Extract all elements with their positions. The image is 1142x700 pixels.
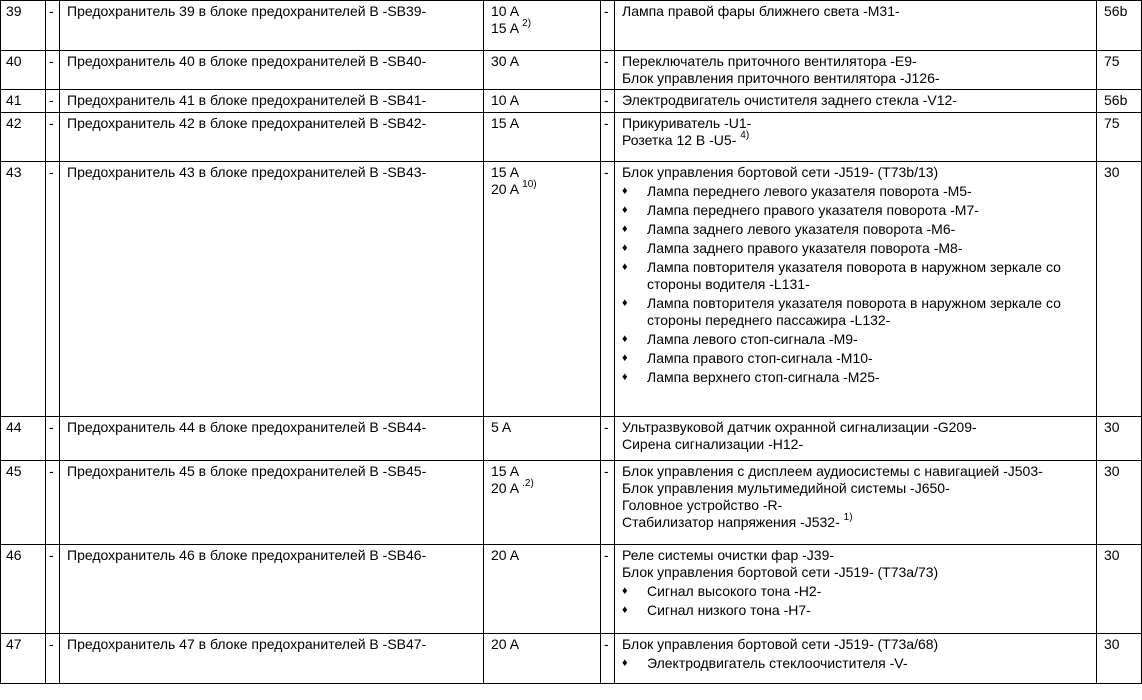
fuse-number-cell [1,90,46,113]
fuse-name-cell [60,417,484,461]
dash-cell [601,417,615,461]
terminal-cell [1097,1,1142,51]
dash-cell [601,90,615,113]
bullet-item [622,295,1091,329]
amperage-line [491,164,595,181]
fuse-name: Предохранитель 45 в блоке предохранителей B -SB45- [67,463,427,479]
terminal-value: 30 [1104,419,1120,435]
consumer-cell [615,1,1097,51]
consumer-line [622,514,1091,531]
dash-cell [601,461,615,545]
dash: - [604,547,609,563]
bullet-text: Лампа заднего левого указателя поворота -M6- [647,221,956,237]
dash: - [604,3,609,19]
dash: - [604,92,609,108]
fuse-number: 47 [6,636,22,652]
fuse-number: 40 [6,53,22,69]
consumer-name: Стабилизатор напряжения -J532- [622,514,840,530]
consumer-name: Блок управления с дисплеем аудиосистемы с навигацией -J503- [622,463,1043,479]
dash: - [49,92,54,108]
dash-cell [46,461,60,545]
terminal-cell [1097,634,1142,684]
diamond-bullet-icon: ♦ [622,352,628,364]
fuse-name: Предохранитель 46 в блоке предохранителей B -SB46- [67,547,427,563]
consumer-cell [615,51,1097,90]
fuse-number: 42 [6,115,22,131]
bullet-text: Лампа переднего левого указателя поворота -M5- [647,183,972,199]
amperage-value: 15 A [491,164,520,180]
bullet-text: Сигнал низкого тона -H7- [647,602,811,618]
consumer-cell [615,417,1097,461]
amperage-value: 15 A [491,115,520,131]
consumer-cell [615,634,1097,684]
fuse-name: Предохранитель 44 в блоке предохранителей B -SB44- [67,419,427,435]
terminal-value: 30 [1104,164,1120,180]
dash: - [604,53,609,69]
consumer-line [622,70,1091,87]
bullet-text: Электродвигатель стеклоочистителя -V- [647,655,908,671]
amperage-line [491,547,595,564]
footnote-mark: .2) [522,478,534,490]
amperage-cell [484,545,601,634]
fuse-name-cell [60,545,484,634]
fuse-name-cell [60,113,484,162]
consumer-line [622,547,1091,564]
dash: - [49,419,54,435]
consumer-name: Блок управления бортовой сети -J519- (T73b/13) [622,164,939,180]
amperage-line [491,53,595,70]
dash-cell [46,545,60,634]
dash: - [604,636,609,652]
consumer-cell [615,162,1097,417]
amperage-value: 5 A [491,419,512,435]
amperage-line [491,636,595,653]
dash-cell [46,51,60,90]
fuse-number-cell [1,634,46,684]
amperage-line [491,463,595,480]
consumer-line [622,463,1091,480]
amperage-line [491,3,595,20]
consumer-line [622,132,1091,149]
bullet-item [622,221,1091,238]
dash: - [49,164,54,180]
diamond-bullet-icon: ♦ [622,242,628,254]
fuse-name: Предохранитель 42 в блоке предохранителей B -SB42- [67,115,427,131]
diamond-bullet-icon: ♦ [622,371,628,383]
dash-cell [601,113,615,162]
dash-cell [601,1,615,51]
amperage-cell [484,634,601,684]
amperage-cell [484,51,601,90]
consumer-line [622,497,1091,514]
amperage-value: 30 A [491,53,520,69]
consumer-name: Переключатель приточного вентилятора -E9- [622,53,917,69]
consumer-name: Головное устройство -R- [622,497,783,513]
dash-cell [46,1,60,51]
fuse-name-cell [60,634,484,684]
table-row [1,113,1142,162]
terminal-cell [1097,162,1142,417]
terminal-cell [1097,113,1142,162]
amperage-line [491,92,595,109]
diamond-bullet-icon: ♦ [622,585,628,597]
consumer-name: Реле системы очистки фар -J39- [622,547,835,563]
bullet-item [622,183,1091,200]
consumer-name: Ультразвуковой датчик охранной сигнализации -G209- [622,419,977,435]
diamond-bullet-icon: ♦ [622,261,628,273]
diamond-bullet-icon: ♦ [622,657,628,669]
fuse-number-cell [1,461,46,545]
dash-cell [46,634,60,684]
fuse-number: 46 [6,547,22,563]
fuse-number-cell [1,417,46,461]
consumer-line [622,436,1091,453]
footnote-mark: 4) [740,130,750,142]
amperage-cell [484,1,601,51]
fuse-number: 43 [6,164,22,180]
amperage-cell [484,461,601,545]
consumer-line [622,115,1091,132]
dash-cell [46,417,60,461]
dash: - [604,115,609,131]
diamond-bullet-icon: ♦ [622,223,628,235]
amperage-line [491,20,595,37]
fuse-name: Предохранитель 39 в блоке предохранителей B -SB39- [67,3,427,19]
dash: - [49,547,54,563]
amperage-value: 15 A [491,463,520,479]
amperage-cell [484,162,601,417]
bullet-item [622,331,1091,348]
consumer-line [622,480,1091,497]
footnote-mark: 1) [843,512,853,524]
dash: - [49,636,54,652]
consumer-line [622,564,1091,581]
dash-cell [601,162,615,417]
fuse-number-cell [1,113,46,162]
terminal-value: 30 [1104,547,1120,563]
dash-cell [46,113,60,162]
terminal-cell [1097,90,1142,113]
diamond-bullet-icon: ♦ [622,185,628,197]
amperage-value: 15 A [491,20,519,36]
bullet-text: Сигнал высокого тона -H2- [647,583,822,599]
amperage-cell [484,90,601,113]
terminal-value: 56b [1104,3,1128,19]
bullet-item [622,602,1091,619]
terminal-cell [1097,417,1142,461]
dash: - [49,115,54,131]
bullet-text: Лампа заднего правого указателя поворота -M8- [647,240,963,256]
dash: - [49,3,54,19]
bullet-item [622,583,1091,600]
amperage-value: 10 A [491,92,520,108]
table-row [1,1,1142,51]
fuse-name: Предохранитель 43 в блоке предохранителей B -SB43- [67,164,427,180]
consumer-name: Сирена сигнализации -H12- [622,436,804,452]
fuse-number-cell [1,51,46,90]
fuse-name: Предохранитель 40 в блоке предохранителей B -SB40- [67,53,427,69]
dash: - [604,164,609,180]
consumer-name: Лампа правой фары ближнего света -M31- [622,3,900,19]
dash: - [604,419,609,435]
bullet-text: Лампа повторителя указателя поворота в наружном зеркале со стороны водителя -L131- [647,259,1061,292]
table-row [1,417,1142,461]
diamond-bullet-icon: ♦ [622,297,628,309]
diamond-bullet-icon: ♦ [622,204,628,216]
bullet-text: Лампа правого стоп-сигнала -M10- [647,350,873,366]
terminal-value: 30 [1104,636,1120,652]
bullet-text: Лампа левого стоп-сигнала -M9- [647,331,858,347]
bullet-item [622,369,1091,386]
consumer-line [622,419,1091,436]
fuse-name-cell [60,162,484,417]
amperage-line [491,115,595,132]
consumer-cell [615,113,1097,162]
consumer-cell [615,461,1097,545]
consumer-name: Блок управления мультимедийной системы -J650- [622,480,950,496]
dash-cell [46,162,60,417]
bullet-text: Лампа повторителя указателя поворота в наружном зеркале со стороны переднего пассажира -L132- [647,295,1061,328]
bullet-item [622,350,1091,367]
amperage-value: 20 A [491,636,520,652]
fuse-name-cell [60,1,484,51]
bullet-text: Лампа верхнего стоп-сигнала -M25- [647,369,880,385]
footnote-mark: 2) [522,18,532,30]
consumer-name: Блок управления бортовой сети -J519- (T73a/73) [622,564,939,580]
consumer-line [622,92,1091,109]
amperage-value: 10 A [491,3,520,19]
bullet-item [622,655,1091,672]
fuse-number: 44 [6,419,22,435]
terminal-value: 75 [1104,53,1120,69]
terminal-cell [1097,545,1142,634]
fuse-number: 45 [6,463,22,479]
table-row [1,461,1142,545]
fuse-number-cell [1,545,46,634]
dash-cell [46,90,60,113]
dash: - [604,463,609,479]
fuse-number: 39 [6,3,22,19]
amperage-line [491,181,595,198]
table-row [1,51,1142,90]
consumer-line [622,53,1091,70]
fuse-name-cell [60,90,484,113]
diamond-bullet-icon: ♦ [622,333,628,345]
bullet-item [622,259,1091,293]
consumer-name: Блок управления приточного вентилятора -J126- [622,70,940,86]
table-row [1,90,1142,113]
consumer-name: Розетка 12 В -U5- [622,132,737,148]
dash-cell [601,545,615,634]
fuse-name-cell [60,51,484,90]
table-row [1,634,1142,684]
bullet-item [622,202,1091,219]
fuse-number-cell [1,1,46,51]
terminal-value: 75 [1104,115,1120,131]
consumer-line [622,3,1091,20]
amperage-line [491,419,595,436]
footnote-mark: 10) [522,179,537,191]
amperage-cell [484,113,601,162]
table-row [1,545,1142,634]
fuse-number-cell [1,162,46,417]
amperage-value: 20 A [491,480,519,496]
consumer-name: Электродвигатель очистителя заднего стекла -V12- [622,92,957,108]
fuse-number: 41 [6,92,22,108]
dash-cell [601,634,615,684]
amperage-value: 20 A [491,547,520,563]
terminal-cell [1097,461,1142,545]
bullet-text: Лампа переднего правого указателя поворота -M7- [647,202,979,218]
terminal-value: 30 [1104,463,1120,479]
dash: - [49,53,54,69]
consumer-line [622,164,1091,181]
fuse-name: Предохранитель 47 в блоке предохранителей B -SB47- [67,636,427,652]
amperage-value: 20 A [491,181,519,197]
table-row [1,162,1142,417]
consumer-line [622,636,1091,653]
bullet-item [622,240,1091,257]
diamond-bullet-icon: ♦ [622,604,628,616]
consumer-cell [615,545,1097,634]
terminal-cell [1097,51,1142,90]
consumer-name: Прикуриватель -U1- [622,115,752,131]
amperage-cell [484,417,601,461]
terminal-value: 56b [1104,92,1128,108]
amperage-line [491,480,595,497]
dash-cell [601,51,615,90]
fuse-name: Предохранитель 41 в блоке предохранителей B -SB41- [67,92,427,108]
fuse-name-cell [60,461,484,545]
consumer-cell [615,90,1097,113]
dash: - [49,463,54,479]
consumer-name: Блок управления бортовой сети -J519- (T73a/68) [622,636,939,652]
